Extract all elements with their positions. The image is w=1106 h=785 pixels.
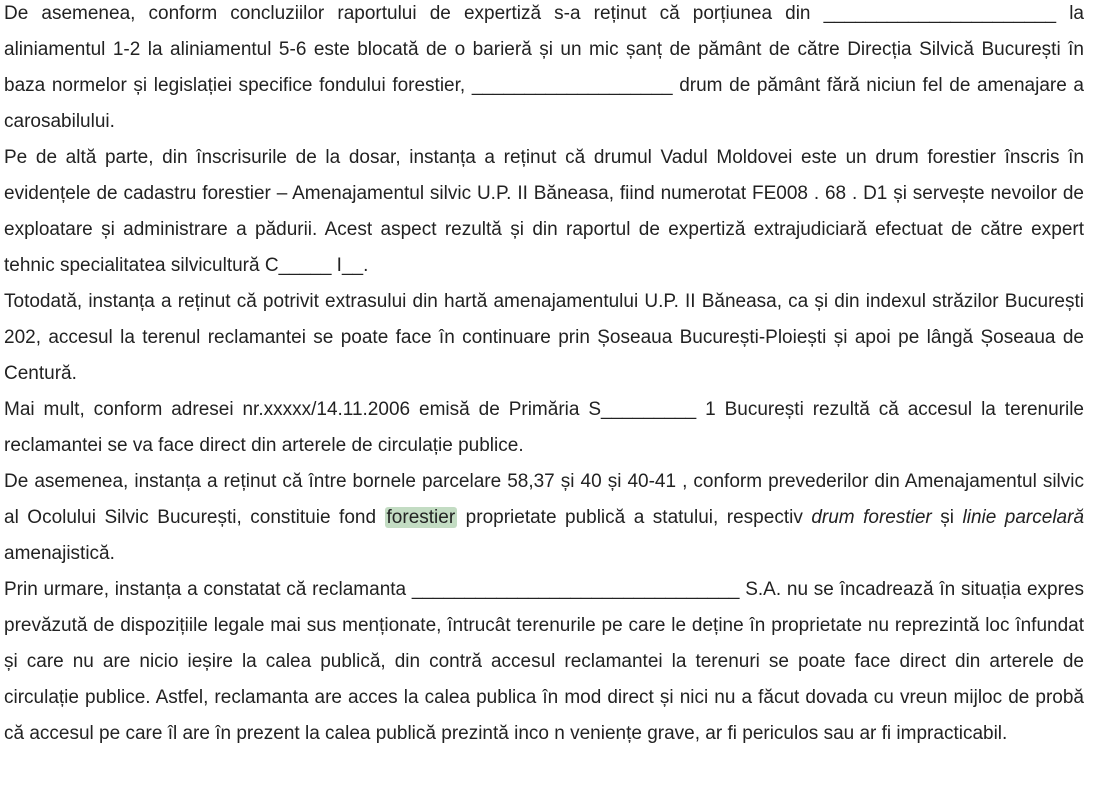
paragraph-text: Prin urmare, instanța a constatat că reclamanta _______________________________ S.A. nu se încadrează în situația expres prevăzută de dispozițiile legale mai sus menționate, întrucât terenurile pe care le deține în proprietate nu reprezintă loc înfundat și care nu are nicio ieșire la calea publică, din contră accesul reclamantei la terenuri se poate face direct din arterele de circulație publice. Astfel, reclamanta are acces la calea publica în mod direct și nici nu a făcut dovada cu vreun mijloc de probă că accesul pe care îl are în prezent la calea publică prezintă inco n veniențe grave, ar fi periculos sau ar fi impracticabil. <box>4 579 1090 744</box>
paragraph-map-extract <box>4 284 1090 392</box>
paragraph-city-hall-address <box>4 392 1090 464</box>
paragraph-parcel-markers <box>4 464 1090 572</box>
paragraph-text: proprietate publică a statului, respectiv <box>457 507 812 528</box>
italic-term: linie parcelară <box>962 507 1085 528</box>
document-body <box>4 0 1090 752</box>
paragraph-conclusion <box>4 572 1090 752</box>
paragraph-text: Totodată, instanța a reținut că potrivit extrasului din hartă amenajamentului U.P. II Băneasa, ca și din indexul străzilor București 202, accesul la terenul reclamantei se poate face în continuare prin Șoseaua București-Ploiești și apoi pe lângă Șoseaua de Centură. <box>4 291 1090 384</box>
paragraph-text: De asemenea, conform concluziilor raportului de expertiză s-a reținut că porțiunea din ______________________ la aliniamentul 1-2 la aliniamentul 5-6 este blocată de o barieră și un mic șanț de pământ de către Direcția Silvică București în baza normelor și legislației specifice fondului forestier, ___________________ drum de pământ fără niciun fel de amenajare a carosabilului. <box>4 3 1090 132</box>
italic-term: drum forestier <box>811 507 932 528</box>
highlighted-term: forestier <box>386 507 456 528</box>
paragraph-text: Pe de altă parte, din înscrisurile de la dosar, instanța a reținut că drumul Vadul Moldovei este un drum forestier înscris în evidențele de cadastru forestier – Amenajamentul silvic U.P. II Băneasa, fiind numerotat FE008 . 68 . D1 și servește nevoilor de exploatare și administrare a pădurii. Acest aspect rezultă și din raportul de expertiză extrajudiciară efectuat de către expert tehnic specialitatea silvicultură C_____ I__. <box>4 147 1090 276</box>
paragraph-blocked-portion <box>4 0 1090 140</box>
paragraph-text: și <box>931 507 963 528</box>
paragraph-forest-road <box>4 140 1090 284</box>
paragraph-text: Mai mult, conform adresei nr.xxxxx/14.11.2006 emisă de Primăria S_________ 1 București rezultă că accesul la terenurile reclamantei se va face direct din arterele de circulație publice. <box>4 399 1090 456</box>
paragraph-text: amenajistică. <box>4 507 1090 564</box>
paragraph-text: De asemenea, instanța a reținut că între bornele parcelare 58,37 și 40 și 40-41 , conform prevederilor din Amenajamentul silvic al Ocolului Silvic București, constituie fond <box>4 471 1090 528</box>
